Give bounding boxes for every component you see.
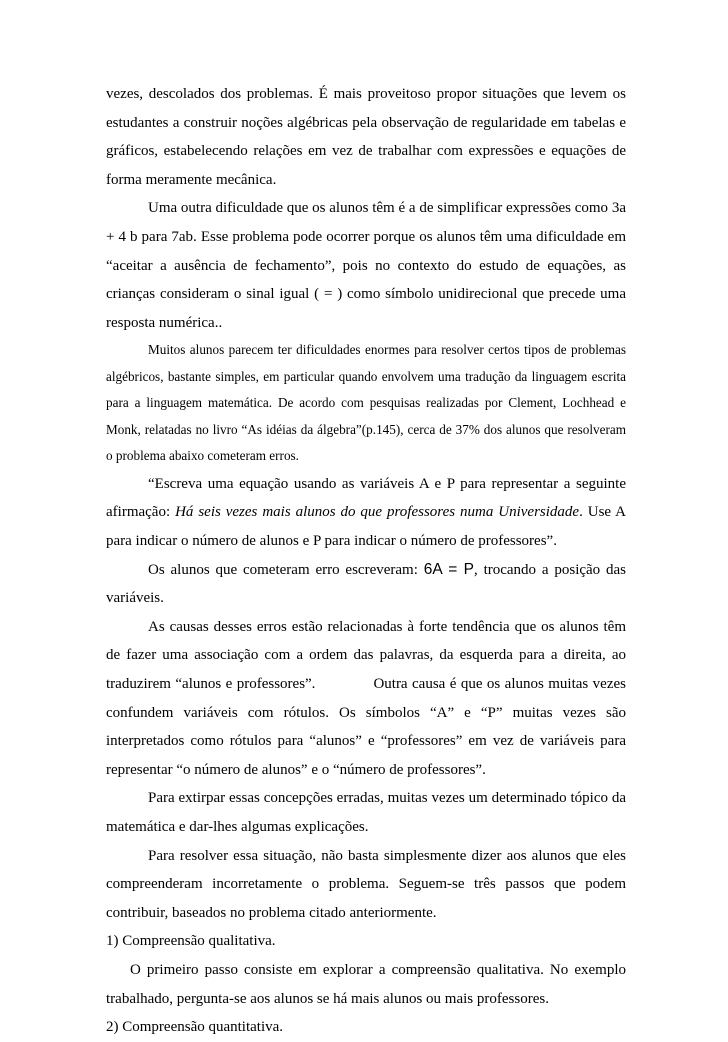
paragraph-3: Muitos alunos parecem ter dificuldades enormes para resolver certos tipos de problemas algébricos, bastante simples, em particular quando envolvem uma tradução da linguagem escrita para a linguagem matemática. De acordo com pesquisas realizadas por Clement, Lochhead e Monk, relatadas no livro “As idéias da álgebra”(p.145), cerca de 37% dos alunos que resolveram o problema abaixo cometeram erros.	[106, 342, 626, 464]
heading-qualitative: 1) Compreensão qualitativa.	[106, 933, 276, 950]
paragraph-4-emphasis: Há seis vezes mais alunos do que professores numa Universidade	[175, 504, 580, 521]
paragraph-5-text-a: Os alunos que cometeram erro escreveram:	[148, 561, 424, 578]
paragraph-5-text-b: , trocando a posição das variáveis.	[106, 561, 627, 607]
heading-quantitative: 2) Compreensão quantitativa.	[106, 1019, 284, 1036]
paragraph-9: O primeiro passo consiste em explorar a compreensão qualitativa. No exemplo trabalhado, pergunta-se aos alunos se há mais alunos ou mais professores.	[106, 961, 626, 1007]
paragraph-4-text-b: . Use A para indicar o número de alunos e P para indicar o número de professores”.	[106, 504, 627, 550]
paragraph-1: vezes, descolados dos problemas. É mais proveitoso propor situações que levem os estudantes a construir noções algébricas pela observação de regularidade em tabelas e gráficos, estabelecendo relações em vez de trabalhar com expressões e equações de forma meramente mecânica.	[106, 86, 626, 188]
paragraph-8: Para resolver essa situação, não basta simplesmente dizer aos alunos que eles compreenderam incorretamente o problema. Seguem-se três passos que podem contribuir, baseados no problema citado anteriormente.	[106, 847, 626, 921]
paragraph-7: Para extirpar essas concepções erradas, muitas vezes um determinado tópico da matemática e dar-lhes algumas explicações.	[106, 790, 626, 835]
document-page	[106, 80, 626, 1042]
paragraph-4-text-a: “Escreva uma equação usando as variáveis A e P para representar a seguinte afirmação:	[106, 475, 626, 521]
equation-6a-p: 6A = P	[423, 560, 474, 578]
paragraph-2: Uma outra dificuldade que os alunos têm é a de simplificar expressões como 3a + 4 b para 7ab. Esse problema pode ocorrer porque os alunos têm uma dificuldade em “aceitar a ausência de fechamento”, pois no contexto do estudo de equações, as crianças consideram o sinal igual ( = ) como símbolo unidirecional que precede uma resposta numérica..	[106, 200, 626, 331]
paragraph-5	[106, 556, 626, 613]
paragraph-6-text-b: Outra causa é que os alunos muitas vezes confundem variáveis com rótulos. Os símbolos “A” e “P” muitas vezes são interpretados como rótulos para “alunos” e “professores” em vez de variáveis para representar “o número de alunos” e o “número de professores”.	[106, 676, 626, 778]
paragraph-6	[106, 613, 626, 785]
paragraph-6-text-a: As causas desses erros estão relacionadas à forte tendência que os alunos têm de fazer uma associação com a ordem das palavras, da esquerda para a direita, ao traduzirem “alunos e professores”.	[106, 618, 626, 692]
paragraph-4	[106, 470, 626, 556]
